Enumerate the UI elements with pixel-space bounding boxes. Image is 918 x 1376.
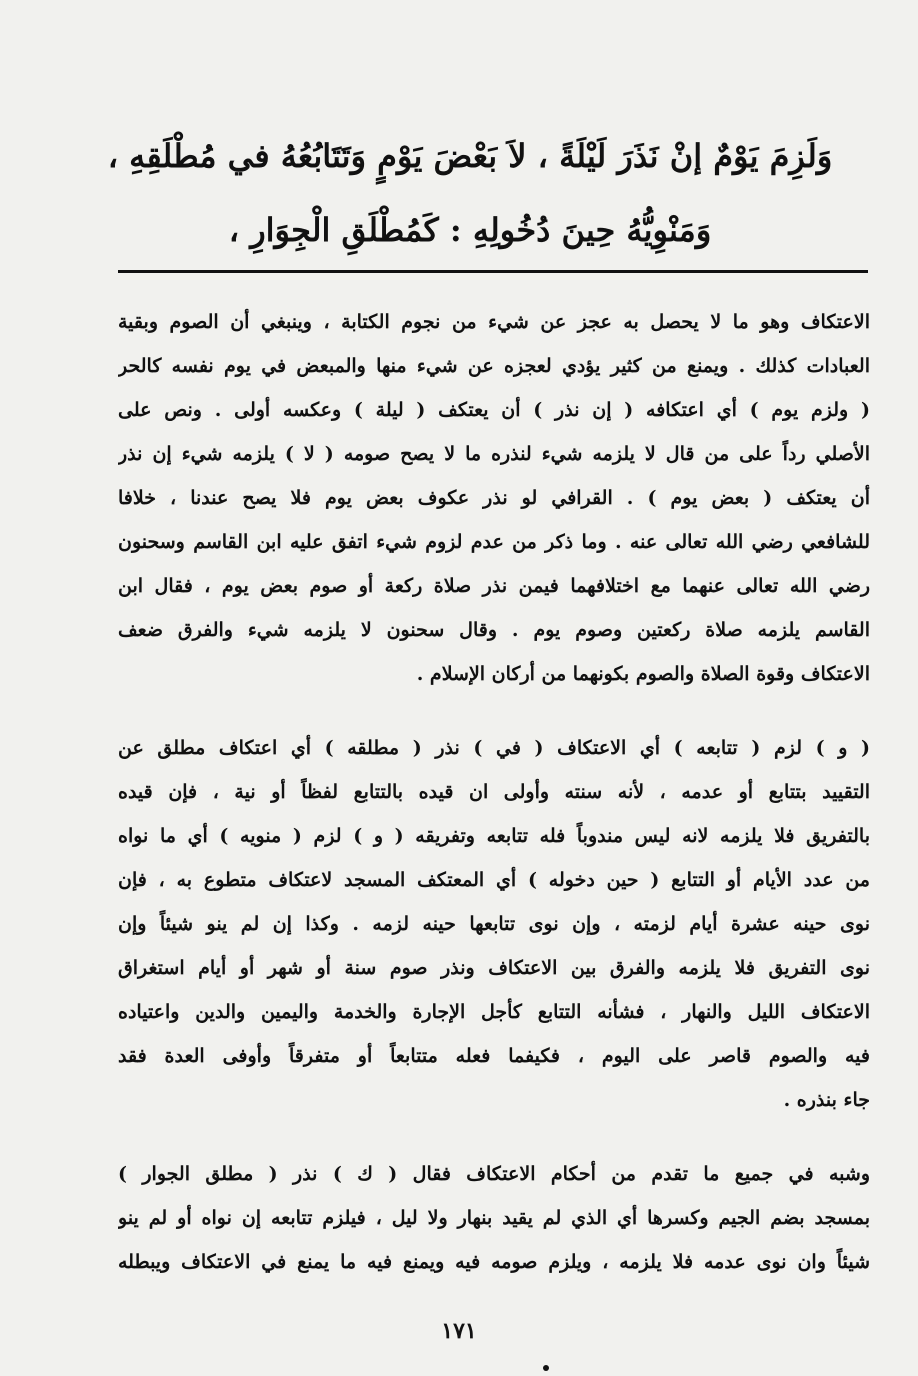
text-line: الاعتكاف الليل والنهار ، فشأنه التتابع كأجل الإجارة والخدمة واليمين والدين واعتياده xyxy=(118,1001,870,1023)
text-line: للشافعي رضي الله تعالى عنه . وما ذكر من عدم لزوم شيء اتفق عليه ابن القاسم وسحنون xyxy=(118,531,870,553)
text-line: جاء بنذره . xyxy=(783,1089,870,1111)
text-line: ( و ) لزم ( تتابعه ) أي الاعتكاف ( في ) نذر ( مطلقه ) أي اعتكاف مطلق عن xyxy=(118,737,870,759)
text-line: رضي الله تعالى عنهما مع اختلافهما فيمن نذر صلاة ركعة أو صوم بعض يوم ، فقال ابن xyxy=(118,575,870,597)
text-line: نوى حينه عشرة أيام لزمته ، وإن نوى تتابعها حينه لزمه . وكذا إن لم ينو شيئاً وإن xyxy=(118,913,870,935)
text-line: شيئاً وان نوى عدمه فلا يلزمه ، ويلزم صومه فيه ويمنع فيه ما يمنع في الاعتكاف ويبطله xyxy=(118,1251,870,1273)
commentary-paragraph-1 xyxy=(118,300,870,696)
text-line: وشبه في جميع ما تقدم من أحكام الاعتكاف فقال ( ك ) نذر ( مطلق الجوار ) xyxy=(118,1163,870,1185)
text-line: نوى التفريق فلا يلزمه والفرق بين الاعتكاف ونذر صوم سنة أو شهر أو أيام استغراق xyxy=(118,957,870,979)
page-number: ١٧١ xyxy=(441,1318,477,1344)
text-line: العبادات كذلك . ويمنع من كثير يؤدي لعجزه عن شيء منها والمبعض في يوم نفسه كالحر xyxy=(118,355,870,377)
verse-line-1: وَلَزِمَ يَوْمٌ إنْ نَذَرَ لَيْلَةً ، لاَ بَعْضَ يَوْمٍ وَتَتَابُعُهُ في مُطْلَقِهِ ، xyxy=(107,137,833,175)
text-line: من عدد الأيام أو التتابع ( حين دخوله ) أي المعتكف المسجد لاعتكاف متطوع به ، فإن xyxy=(118,869,870,891)
text-line: الأصلي رداً على من قال لا يلزمه شيء لنذره ما لا يصح صومه ( لا ) يلزمه شيء إن نذر xyxy=(118,443,870,465)
text-line: الاعتكاف وهو ما لا يحصل به عجز عن شيء من نجوم الكتابة ، وينبغي أن الصوم وبقية xyxy=(118,311,870,333)
print-dot xyxy=(543,1365,549,1371)
commentary-paragraph-3 xyxy=(118,1152,870,1284)
verse-line-2: وَمَنْوِيُّهُ حِينَ دُخُولِهِ : كَمُطْلَقِ الْجِوَارِ ، xyxy=(228,211,712,249)
text-line: ( ولزم يوم ) أي اعتكافه ( إن نذر ) أن يعتكف ( ليلة ) وعكسه أولى . ونص على xyxy=(118,399,870,421)
text-line: الاعتكاف وقوة الصلاة والصوم بكونهما من أركان الإسلام . xyxy=(416,663,870,685)
separator-rule xyxy=(118,270,868,273)
text-line: أن يعتكف ( بعض يوم ) . القرافي لو نذر عكوف بعض يوم فلا يصح عندنا ، خلافا xyxy=(118,487,870,509)
text-line: بالتفريق فلا يلزمه لانه ليس مندوباً فله تتابعه وتفريقه ( و ) لزم ( منويه ) أي ما نواه xyxy=(118,825,870,847)
text-line: القاسم يلزمه صلاة ركعتين وصوم يوم . وقال سحنون لا يلزمه شيء والفرق ضعف xyxy=(118,619,870,641)
text-line: التقييد بتتابع أو عدمه ، لأنه سنته وأولى ان قيده بالتتابع لفظاً أو نية ، فإن قيده xyxy=(118,781,870,803)
commentary-paragraph-2 xyxy=(118,726,870,1122)
text-line: بمسجد بضم الجيم وكسرها أي الذي لم يقيد بنهار ولا ليل ، فيلزم تتابعه إن نواه أو لم ينو xyxy=(118,1207,870,1229)
text-line: فيه والصوم قاصر على اليوم ، فكيفما فعله متتابعاً أو متفرقاً وأوفى العدة فقد xyxy=(118,1045,870,1067)
